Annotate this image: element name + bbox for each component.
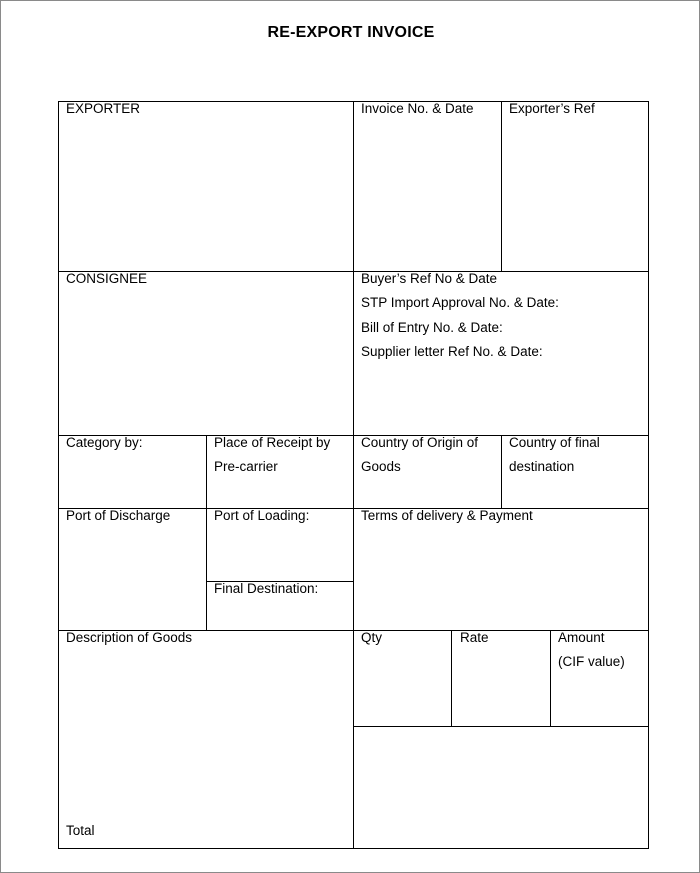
stp-import-label: STP Import Approval No. & Date: [361,295,559,310]
final-destination-label: Final Destination: [214,581,319,596]
table-right-border [648,101,649,849]
amount-label-1: Amount [558,630,605,645]
rate-label: Rate [460,630,489,645]
divider-amount [550,630,551,727]
divider-country-final [501,435,502,509]
consignee-label: CONSIGNEE [66,271,148,286]
buyers-ref-label: Buyer’s Ref No & Date [361,271,498,286]
country-final-label-1: Country of final [509,435,600,450]
amount-label-2: (CIF value) [558,654,625,669]
invoice-no-date-label: Invoice No. & Date [361,101,474,116]
exporter-label: EXPORTER [66,101,141,116]
place-of-receipt-label-1: Place of Receipt by [214,435,331,450]
country-origin-label-1: Country of Origin of [361,435,479,450]
port-discharge-label: Port of Discharge [66,508,171,523]
qty-label: Qty [361,630,383,645]
country-origin-label-2: Goods [361,459,401,474]
divider-exporters-ref [501,101,502,272]
table-left-border [58,101,59,849]
terms-delivery-label: Terms of delivery & Payment [361,508,533,523]
total-label: Total [66,823,95,838]
divider-rate [451,630,452,727]
description-goods-label: Description of Goods [66,630,193,645]
divider-place-of-receipt [206,435,207,631]
exporters-ref-label: Exporter’s Ref [509,101,595,116]
bill-of-entry-label: Bill of Entry No. & Date: [361,320,503,335]
country-final-label-2: destination [509,459,575,474]
page-title: RE-EXPORT INVOICE [267,24,435,41]
center-divider [353,101,354,849]
supplier-letter-label: Supplier letter Ref No. & Date: [361,344,543,359]
divider-amount-block [353,726,649,727]
place-of-receipt-label-2: Pre-carrier [214,459,278,474]
category-by-label: Category by: [66,435,143,450]
port-loading-label: Port of Loading: [214,508,310,523]
